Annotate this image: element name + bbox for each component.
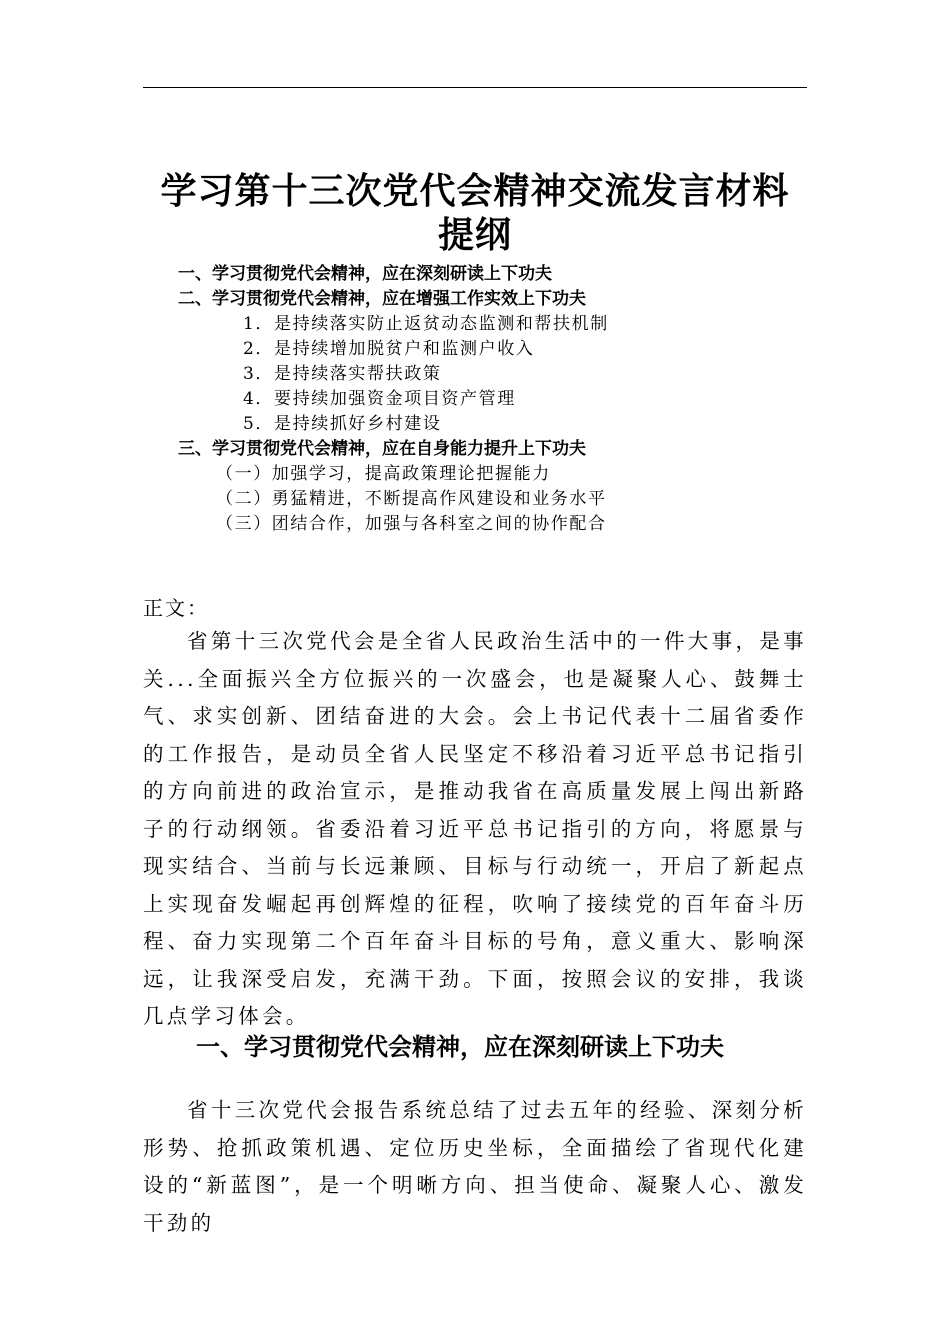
outline-numbered-item: 1．是持续落实防止返贫动态监测和帮扶机制 [243, 314, 609, 334]
outline-heading: 二、学习贯彻党代会精神，应在增强工作实效上下功夫 [178, 289, 586, 309]
body-paragraph: 省十三次党代会报告系统总结了过去五年的经验、深刻分析形势、抢抓政策机遇、定位历史坐标，全面描绘了省现代化建设的“新蓝图”，是一个明晰方向、担当使命、凝聚人心、激发干劲的 [143, 1098, 807, 1235]
outline-sub-item: （一）加强学习，提高政策理论把握能力 [216, 464, 551, 484]
outline-numbered-item: 3．是持续落实帮扶政策 [243, 364, 442, 384]
section-heading: 一、学习贯彻党代会精神，应在深刻研读上下功夫 [196, 1033, 724, 1061]
body-paragraph: 省第十三次党代会是全省人民政治生活中的一件大事，是事关...全面振兴全方位振兴的一次盛会，也是凝聚人心、鼓舞士气、求实创新、团结奋进的大会。会上书记代表十二届省委作的工作报告，是动员全省人民坚定不移沿着习近平总书记指引的方向前进的政治宣示，是推动我省在高质量发展上闯出新路子的行动纲领。省委沿着习近平总书记指引的方向，将愿景与现实结合、当前与长远兼顾、目标与行动统一，开启了新起点上实现奋发崛起再创辉煌的征程，吹响了接续党的百年奋斗历程、奋力实现第二个百年奋斗目标的号角，意义重大、影响深远，让我深受启发，充满干劲。下面，按照会议的安排，我谈几点学习体会。 [143, 629, 807, 1028]
outline-sub-item: （三）团结合作，加强与各科室之间的协作配合 [216, 514, 607, 534]
document-title [143, 170, 807, 258]
body-label: 正文： [143, 596, 209, 620]
header-rule [143, 87, 807, 88]
outline-numbered-item: 2．是持续增加脱贫户和监测户收入 [243, 339, 535, 359]
outline-heading: 一、学习贯彻党代会精神，应在深刻研读上下功夫 [178, 264, 552, 284]
title-line-1: 学习第十三次党代会精神交流发言材料 [160, 171, 790, 212]
title-line-2: 提纲 [437, 215, 512, 256]
outline-numbered-item: 5．是持续抓好乡村建设 [243, 414, 442, 434]
outline-heading: 三、学习贯彻党代会精神，应在自身能力提升上下功夫 [178, 439, 586, 459]
outline-sub-item: （二）勇猛精进，不断提高作风建设和业务水平 [216, 489, 607, 509]
outline-numbered-item: 4．要持续加强资金项目资产管理 [243, 389, 516, 409]
